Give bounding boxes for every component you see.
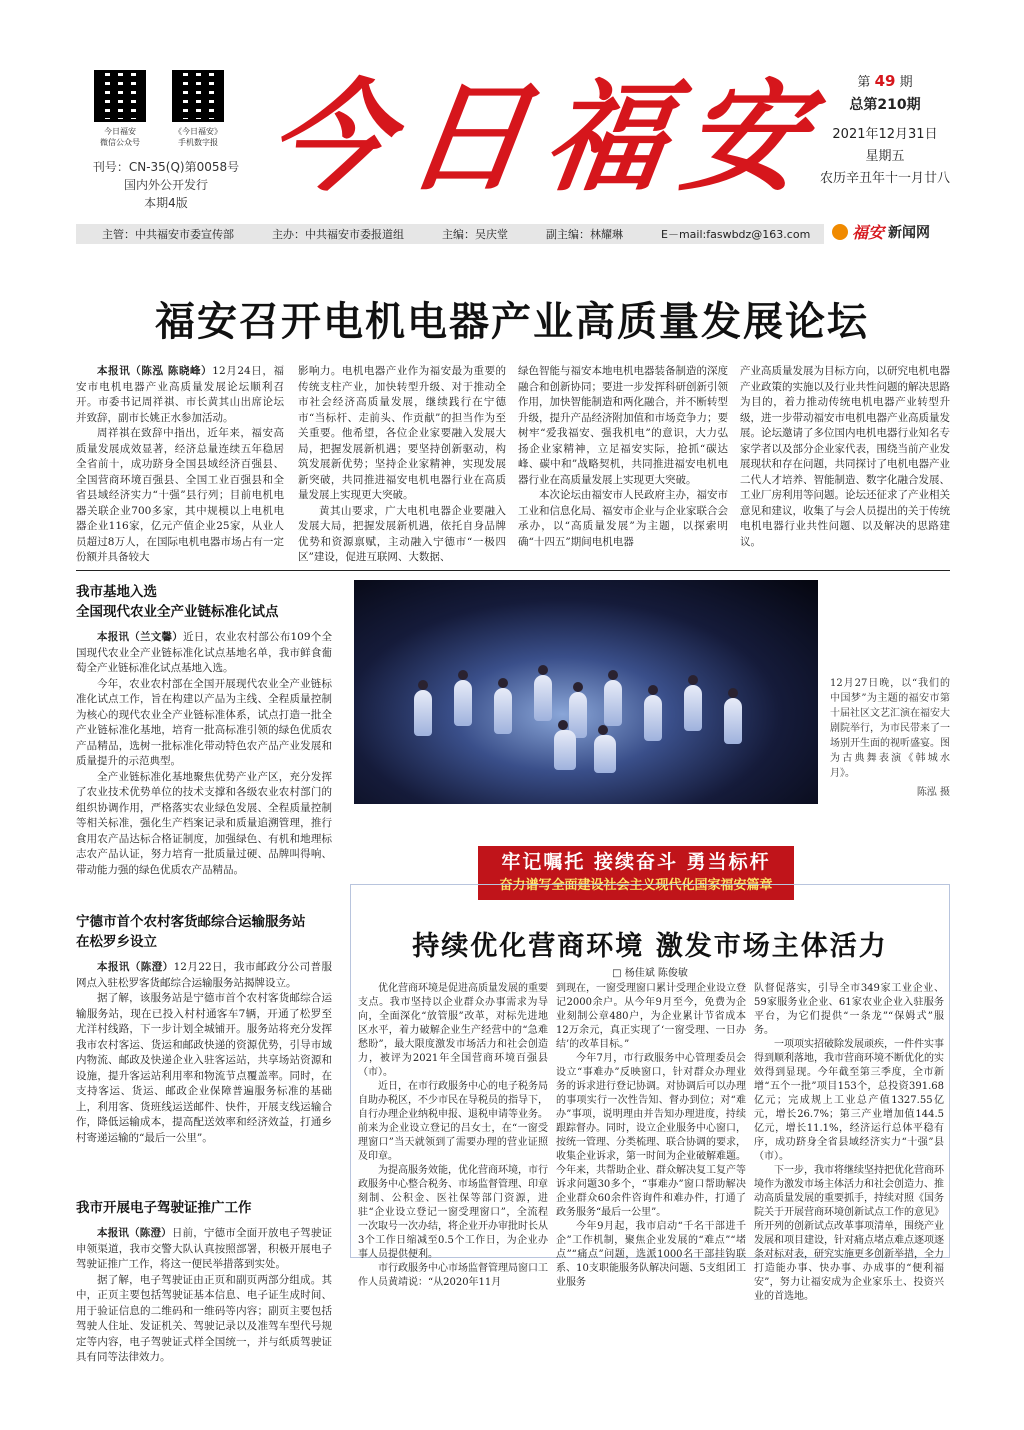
staff-host: 主办：中共福安市委报道组	[272, 228, 404, 241]
staff-bar	[76, 224, 824, 244]
lead-column-2: 影响力。电机电器产业作为福安最为重要的传统支柱产业，加快转型升级、对于推动全市社会经济高质量发展，继续践行在宁德市“当标杆、走前头、作贡献”的担当作为至关重要。他希望，各位企业家要融入发展大局，把握发展新机遇；要坚持创新驱动，构筑发展新优势；坚持企业家精神，实现发展新突破，共同推进福安电机电器行业在高质量发展上实现更大突破。 黄其山要求，广大电机电器企业要融入发展大局，把握发展新机遇，依托自身品牌优势和资源禀赋，主动融入宁德市“一极四区”建设，促进互联网、大数据、	[298, 365, 506, 563]
dancer-figure	[494, 688, 512, 734]
qr-caption-digital: 《今日福安》 手机数字报	[174, 127, 222, 147]
story-transport	[76, 912, 332, 1146]
staff-email[interactable]: E－mail:faswbdz@163.com	[661, 228, 811, 241]
photo-caption: 12月27日晚，以“我们的中国梦”为主题的福安市第十届社区文艺汇演在福安大剧院举行，为市民带来了一场别开生面的视听盛宴。图为古典舞表演《韩城水月》。 陈泓 摄	[830, 678, 950, 798]
lead-column-3: 绿色智能与福安本地电机电器装备制造的深度融合和创新协同；要进一步发挥科研创新引领作用，加快智能制造和两化融合，并不断转型升级，提升产品经济附加值和市场竞争力；要树牢“爱我福安、强我机电”的意识，大力弘扬企业家精神，立足福安实际，抢抓“碳达峰、碳中和”战略契机，共同推进福安电机电器行业在高质量发展上实现更大突破。 本次论坛由福安市人民政府主办，福安市工业和信息化局、福安市企业与企业家联合会承办，以“高质量发展”为主题，以探索明确“十四五”期间电机电器	[518, 365, 728, 548]
section-divider	[76, 570, 950, 571]
story-license-title: 我市开展电子驾驶证推广工作	[76, 1200, 252, 1216]
page-count: 本期4版	[144, 196, 188, 210]
dancer-figure	[454, 680, 472, 726]
staff-editor: 主编：吴庆堂	[442, 228, 508, 241]
dancer-figure	[684, 685, 702, 731]
qr-block-wechat	[88, 70, 152, 148]
qr-code-wechat[interactable]	[94, 70, 146, 122]
dancer-figure	[604, 680, 622, 726]
logo-mark-icon	[832, 224, 848, 240]
feature-column-2: 到现在，一窗受理窗口累计受理企业设立登记2000余户。从今年9月至今，免费为企业刻制公章480户，为企业累计节省成本12万余元，真正实现了‘一窗受理、一日办结’的改革目标。” 今年7月，市行政服务中心管理委员会设立“事难办”反映窗口，针对群众办理业务的诉求进行登记协调。对协调后可以办理的事项实行一次性告知、督办到位；对“难办”事项，说明理由并告知办理进度，持续跟踪督办。同时，设立企业服务中心窗口，按统一管理、分类梳理、联合协调的要求，收集企业诉求，第一时间为企业破解难题。今年来，共帮助企业、群众解决复工复产等诉求问题30多个，“事难办”窗口帮助解决企业群众60余件咨询件和难办件，打通了政务服务“最后一公里”。 今年9月起，我市启动“千名干部进千企”工作机制，聚焦企业发展的“难点”“堵点”“痛点”问题，选派1000名干部挂钩联系、10支职能服务队解决问题、5支组团工业服务	[556, 983, 746, 1288]
feature-column-1: 优化营商环境是促进高质量发展的重要支点。我市坚持以企业群众办事需求为导向，全面深化“放管服”改革，对标先进地区水平，着力破解企业生产经营中的“急难愁盼”，最大限度激发市场活力和社会创造力，被评为2021年全国营商环境百强县（市）。 近日，在市行政服务中心的电子税务局自助办税区，不少市民在导税员的指导下，自行办理企业纳税申报、退税申请等业务。前来为企业设立登记的吕女士，在“一窗受理窗口”当天就领到了需要办理的营业证照及印章。 为提高服务效能，优化营商环境，市行政服务中心整合税务、市场监督管理、印章刻制、公积金、医社保等部门资源，进驻“企业设立登记一窗受理窗口”，全流程一次取号一次办结，将企业开办审批时长从3个工作日缩减至0.5个工作日，为企业办事人员提供便利。 市行政服务中心市场监督管理局窗口工作人员黄靖说：“从2020年11月	[358, 983, 548, 1288]
dancer-figure	[594, 735, 616, 773]
story-agriculture	[76, 582, 332, 878]
distribution: 国内外公开发行	[123, 178, 208, 192]
story-license	[76, 1198, 332, 1366]
dance-photo	[354, 580, 818, 804]
feature-byline: □ 杨佳斌 陈俊敏	[612, 968, 688, 979]
feature-column-3: 队督促落实，引导全市349家工业企业、59家服务业企业、61家农业企业入驻服务平台，为它们提供“一条龙”“保姆式”服务。 一项项实招破除发展顽疾，一件件实事得到顺利落地，我市营商环境不断优化的实效得到显现。今年截至第三季度，全市新增“五个一批”项目153个，总投资391.68亿元；完成规上工业总产值1327.55亿元，增长26.7%；第三产业增加值144.5亿元，增长11.1%，经济运行总体平稳有序，成功跻身全省县域经济实力“十强”县（市）。 下一步，我市将继续坚持把优化营商环境作为激发市场主体活力和社会创造力、推动高质量发展的重要抓手，持续对照《国务院关于开展营商环境创新试点工作的意见》所开列的创新试点改革事项清单，围绕产业发展和项目建设，针对痛点堵点难点逐项逐条对标对表，研究实施更多创新举措，全力打造能办事、快办事、办成事的“便利福安”，努力让福安成为企业家乐土、投资兴业的首选地。	[754, 983, 944, 1302]
qr-caption-wechat: 今日福安 微信公众号	[100, 127, 140, 147]
issue-lunar: 农历辛丑年十一月廿八	[819, 171, 950, 186]
dancer-figure	[644, 695, 662, 741]
story-agriculture-body: 本报讯（兰文馨）近日，农业农村部公布109个全国现代农业全产业链标准化试点基地名单，我市鲜食葡萄全产业链标准化试点基地入选。 今年，农业农村部在全国开展现代农业全产业链标准化试点工作，旨在构建以产品为主线、全程质量控制为核心的现代农业全产业链标准体系，试点打造一批全产业链标准化基地，培育一批高标准引领的绿色优质农产品精品，选树一批标准化带动特色农产品产业发展和质量提升的示范典型。 全产业链标准化基地聚焦优势产业产区，充分发挥了农业技术优势单位的技术支撑和各级农业农村部门的组织协调作用，严格落实农业绿色发展、全程质量控制等相关标准，强化生产档案记录和质量追溯管理，推行食用农产品达标合格证制度，加强绿色、有机和地理标志农产品认证，努力培育一批质量过硬、品牌叫得响、带动能力强的绿色优质农产品精品。	[76, 631, 332, 876]
slogan-banner: 牢记嘱托 接续奋斗 勇当标杆 奋力谱写全面建设社会主义现代化国家福安篇章	[478, 846, 794, 900]
story-transport-title: 宁德市首个农村客货邮综合运输服务站 在松罗乡设立	[76, 914, 306, 950]
qr-block-digital	[166, 70, 230, 148]
lead-column-4: 产业高质量发展为目标方向，以研究电机电器产业政策的实施以及行业共性问题的解决思路为目的，着力推动传统电机电器产业转型升级，进一步带动福安市电机电器产业高质量发展。论坛邀请了多位国内电机电器行业知名专家学者以及部分企业家代表，围绕当前产业发展现状和存在问题，共同探讨了电机电器产业二代人才培养、智能制造、数字化融合发展、工业厂房利用等问题。论坛还征求了产业相关意见和建议，收集了与会人员提出的关于传统电机电器行业共性问题、以及解决的思路建议。	[740, 365, 950, 548]
issue-number: 第 49 期	[857, 72, 913, 90]
dancer-figure	[724, 698, 742, 744]
staff-sponsor: 主管：中共福安市委宣传部	[102, 228, 234, 241]
dancer-figure	[534, 675, 552, 721]
staff-deputy: 副主编：林耀琳	[546, 228, 623, 241]
story-transport-body: 本报讯（陈澄）12月22日，我市邮政分公司普服网点入驻松罗客货邮综合运输服务站揭牌设立。 据了解，该服务站是宁德市首个农村客货邮综合运输服务站，现在已投入村村通客车7辆，开通了松罗至尤洋村线路，下一步计划全城铺开。服务站将充分发挥我市农村客运、货运和邮政快递的资源优势，引导市域内物流、邮政及快递企业入驻客运站，共享场站资源和设施，提升客运站利用率和物流节点覆盖率。同时，在支持客运、货运、邮政企业保障普遍服务标准的基础上，利用客、货班线运送邮件、快件，开展支线运输合作，降低运输成本，提高配送效率和经济效益，打通乡村寄递运输的“最后一公里”。	[76, 961, 332, 1144]
total-issue: 总第210期	[849, 97, 921, 113]
issue-date: 2021年12月31日	[832, 127, 938, 142]
story-agriculture-title: 我市基地入选 全国现代农业全产业链标准化试点	[76, 584, 279, 620]
reg-no: 刊号：CN-35(Q)第0058号	[92, 160, 240, 174]
dancer-figure	[554, 730, 576, 770]
feature-headline: 持续优化营商环境 激发市场主体活力	[412, 931, 888, 962]
story-license-body: 本报讯（陈澄）日前，宁德市全面开放电子驾驶证申领渠道，我市交警大队认真按照部署，积极开展电子驾驶证推广工作，将这一便民举措落到实处。 据了解，电子驾驶证由正页和副页两部分组成。其中，正页主要包括驾驶证基本信息、电子证生成时间、用于验证信息的二维码和一维码等内容；副页主要包括驾驶人住址、发证机关、驾驶记录以及准驾车型代号规定等内容，电子驾驶证式样全国统一，并与纸质驾驶证具有同等法律效力。	[76, 1227, 333, 1363]
qr-code-digital[interactable]	[172, 70, 224, 122]
lead-headline: 福安召开电机电器产业高质量发展论坛	[155, 299, 869, 345]
lead-column-1: 本报讯（陈泓 陈晓峰）12月24日，福安市电机电器产业高质量发展论坛顺利召开。市委书记周祥祺、市长黄其山出席论坛并致辞，副市长姚正水参加活动。 周祥祺在致辞中指出，近年来，福安高质量发展成效显著，经济总量连续五年稳居全省前十，成功跻身全国县域经济百强县、全国营商环境百强县、全国工业百强县和全省县域经济实力“十强”县行列；目前电机电器关联企业700多家，其中规模以上电机电器企业116家，亿元产值企业25家，从业人员超过8万人，在国际电机电器市场占有一定份额并具备较大	[76, 365, 284, 563]
dancer-figure	[414, 690, 432, 736]
news-site-logo[interactable]: 福安 新闻网	[832, 220, 930, 243]
registration-info	[86, 158, 246, 212]
issue-info	[800, 70, 970, 190]
masthead-title: 今日福安	[260, 67, 832, 208]
issue-weekday: 星期五	[865, 149, 905, 164]
